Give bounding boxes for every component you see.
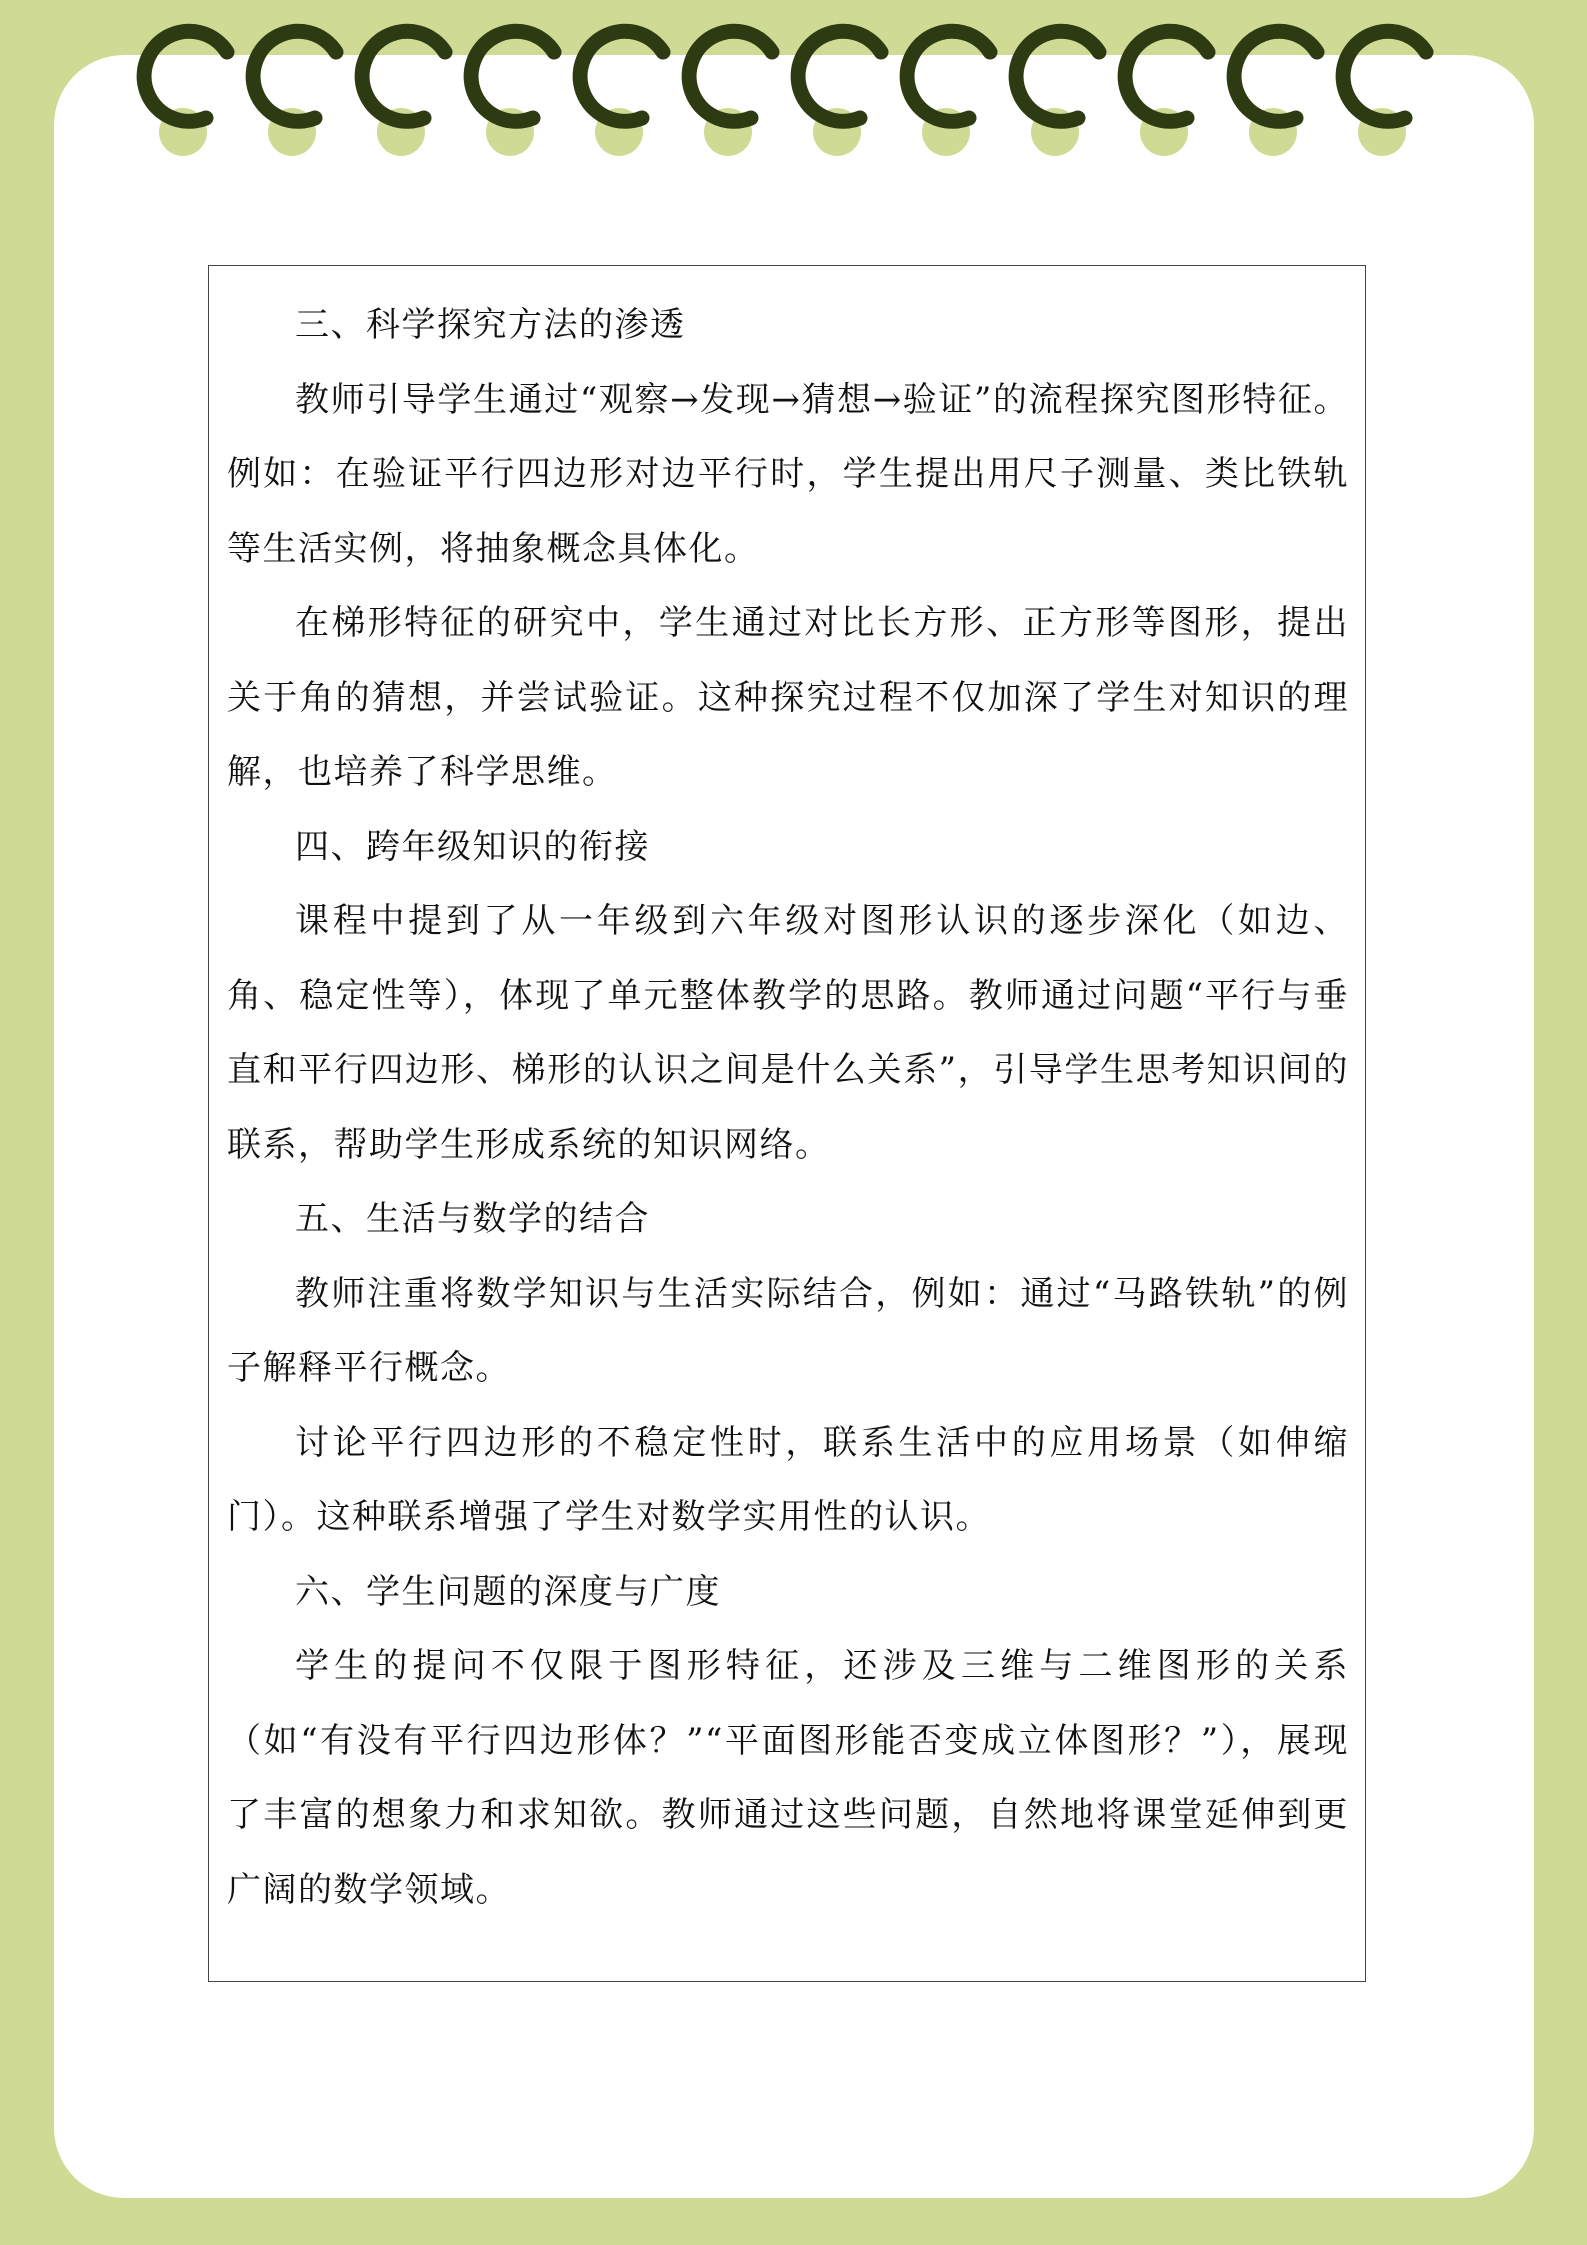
paragraph-inquiry-process: 教师引导学生通过“观察→发现→猜想→验证”的流程探究图形特征。例如：在验证平行四边形对边平行时，学生提出用尺子测量、类比铁轨等生活实例，将抽象概念具体化。 [227, 379, 1349, 569]
spiral-binding [0, 0, 1587, 170]
section-heading-life-and-math: 五、生活与数学的结合 [295, 1199, 650, 1239]
binding-ring [1125, 31, 1208, 121]
binding-ring [1343, 31, 1426, 121]
binding-ring [362, 31, 445, 121]
binding-ring [471, 31, 554, 121]
content-frame [208, 265, 1366, 1982]
binding-ring [580, 31, 663, 121]
binding-ring [907, 31, 990, 121]
section-heading-cross-grade: 四、跨年级知识的衔接 [295, 826, 650, 867]
section-heading-student-questions: 六、学生问题的深度与广度 [295, 1571, 721, 1612]
binding-ring [1234, 31, 1317, 121]
binding-ring [253, 31, 336, 121]
binding-ring [144, 31, 227, 121]
binding-ring [798, 31, 881, 121]
paragraph-student-questions: 学生的提问不仅限于图形特征，还涉及三维与二维图形的关系（如“有没有平行四边形体？”“平面图形能否变成立体图形？”），展现了丰富的想象力和求知欲。教师通过这些问题，自然地将课堂延伸到更广阔的数学领域。 [227, 1646, 1349, 1910]
section-heading-scientific-inquiry: 三、科学探究方法的渗透 [295, 305, 686, 345]
paragraph-railway-example: 教师注重将数学知识与生活实际结合，例如：通过“马路铁轨”的例子解释平行概念。 [227, 1273, 1349, 1388]
binding-ring [1016, 31, 1099, 121]
paragraph-trapezoid-study: 在梯形特征的研究中，学生通过对比长方形、正方形等图形，提出关于角的猜想，并尝试验证。这种探究过程不仅加深了学生对知识的理解，也培养了科学思维。 [227, 603, 1349, 792]
binding-ring [689, 31, 772, 121]
paragraph-retractable-door: 讨论平行四边形的不稳定性时，联系生活中的应用场景（如伸缩门）。这种联系增强了学生对数学实用性的认识。 [227, 1422, 1349, 1537]
paragraph-cross-grade-connection: 课程中提到了从一年级到六年级对图形认识的逐步深化（如边、角、稳定性等），体现了单元整体教学的思路。教师通过问题“平行与垂直和平行四边形、梯形的认识之间是什么关系”，引导学生思考知识间的联系，帮助学生形成系统的知识网络。 [227, 901, 1349, 1165]
